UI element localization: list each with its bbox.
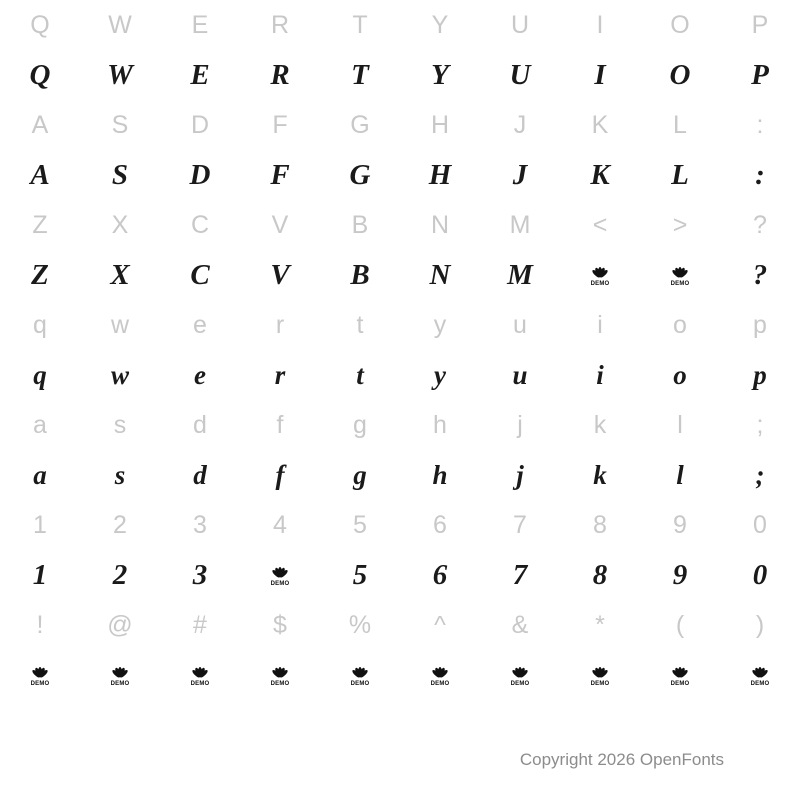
keyboard-row-asdf-lower bbox=[0, 400, 800, 450]
demo-watermark-glyph bbox=[720, 661, 800, 690]
demo-flower-icon: DEMO bbox=[109, 666, 131, 688]
demo-flower-icon: DEMO bbox=[589, 666, 611, 688]
key-glyph: ! bbox=[36, 610, 44, 639]
sample-glyph: 9 bbox=[672, 558, 688, 591]
sample-glyph: 5 bbox=[352, 558, 368, 591]
demo-flower-icon: DEMO bbox=[269, 666, 291, 688]
key-glyph: 2 bbox=[113, 510, 127, 539]
sample-glyph: C bbox=[190, 258, 210, 291]
demo-flower-icon: DEMO bbox=[429, 666, 451, 688]
key-glyph: D bbox=[190, 110, 210, 139]
key-glyph: s bbox=[113, 410, 127, 439]
key-glyph: e bbox=[193, 310, 207, 339]
sample-glyph: K bbox=[590, 158, 610, 191]
key-glyph: L bbox=[673, 110, 687, 139]
sample-glyph: k bbox=[593, 459, 607, 490]
demo-watermark-glyph bbox=[560, 661, 640, 690]
key-glyph: q bbox=[33, 310, 47, 339]
key-glyph: Q bbox=[30, 10, 50, 39]
key-glyph: 7 bbox=[513, 510, 527, 539]
demo-watermark-glyph bbox=[320, 661, 400, 690]
sample-glyph: Y bbox=[431, 58, 449, 91]
keyboard-row-qwerty-lower bbox=[0, 300, 800, 350]
sample-row-symbols bbox=[0, 650, 800, 700]
sample-glyph: J bbox=[512, 158, 528, 191]
demo-watermark-glyph bbox=[640, 661, 720, 690]
key-glyph: T bbox=[352, 10, 368, 39]
demo-watermark-glyph bbox=[640, 261, 720, 290]
key-glyph: ; bbox=[756, 410, 764, 439]
sample-glyph: I bbox=[594, 58, 606, 91]
sample-glyph: N bbox=[429, 258, 451, 291]
sample-glyph: E bbox=[190, 58, 210, 91]
key-glyph: ? bbox=[753, 210, 767, 239]
key-glyph: ^ bbox=[434, 610, 446, 639]
key-glyph: F bbox=[272, 110, 288, 139]
key-glyph: Z bbox=[32, 210, 48, 239]
key-glyph: f bbox=[276, 410, 284, 439]
key-glyph: V bbox=[271, 210, 289, 239]
demo-flower-icon: DEMO bbox=[269, 566, 291, 588]
sample-glyph: A bbox=[30, 158, 50, 191]
sample-glyph: V bbox=[270, 258, 290, 291]
key-glyph: p bbox=[753, 310, 767, 339]
sample-row-digits bbox=[0, 550, 800, 600]
sample-glyph: : bbox=[755, 158, 765, 191]
key-glyph: C bbox=[190, 210, 210, 239]
sample-glyph: r bbox=[274, 359, 286, 390]
demo-watermark-glyph bbox=[560, 261, 640, 290]
sample-glyph: D bbox=[189, 158, 211, 191]
keyboard-row-digits bbox=[0, 500, 800, 550]
key-glyph: W bbox=[108, 10, 132, 39]
key-glyph: J bbox=[513, 110, 527, 139]
key-glyph: 6 bbox=[433, 510, 447, 539]
sample-glyph: a bbox=[33, 459, 47, 490]
key-glyph: Y bbox=[431, 10, 449, 39]
key-glyph: d bbox=[193, 410, 207, 439]
key-glyph: H bbox=[430, 110, 450, 139]
key-glyph: U bbox=[510, 10, 530, 39]
key-glyph: B bbox=[351, 210, 369, 239]
sample-glyph: L bbox=[671, 158, 689, 191]
sample-glyph: t bbox=[356, 359, 364, 390]
demo-watermark-glyph bbox=[0, 661, 80, 690]
sample-glyph: Q bbox=[29, 58, 51, 91]
keyboard-row-asdf-upper bbox=[0, 100, 800, 150]
copyright-notice: Copyright 2026 OpenFonts bbox=[519, 750, 724, 769]
sample-glyph: d bbox=[193, 459, 207, 490]
sample-row-zxcv-upper bbox=[0, 250, 800, 300]
sample-glyph: e bbox=[194, 359, 206, 390]
key-glyph: N bbox=[430, 210, 450, 239]
key-glyph: ) bbox=[755, 610, 765, 639]
sample-glyph: l bbox=[676, 459, 684, 490]
sample-glyph: Z bbox=[31, 258, 49, 291]
key-glyph: h bbox=[433, 410, 447, 439]
key-glyph: a bbox=[33, 410, 47, 439]
sample-glyph: w bbox=[110, 359, 129, 390]
sample-row-asdf-upper bbox=[0, 150, 800, 200]
key-glyph: 0 bbox=[753, 510, 767, 539]
sample-glyph: 2 bbox=[112, 558, 128, 591]
demo-watermark-glyph bbox=[240, 561, 320, 590]
demo-flower-icon: DEMO bbox=[189, 666, 211, 688]
key-glyph: A bbox=[31, 110, 49, 139]
sample-glyph: H bbox=[428, 158, 452, 191]
demo-watermark-glyph bbox=[480, 661, 560, 690]
sample-glyph: 1 bbox=[32, 558, 48, 591]
sample-glyph: U bbox=[509, 58, 531, 91]
sample-glyph: 6 bbox=[432, 558, 448, 591]
key-glyph: # bbox=[193, 610, 207, 639]
sample-glyph: u bbox=[512, 359, 528, 390]
sample-glyph: W bbox=[107, 58, 133, 91]
key-glyph: $ bbox=[273, 610, 287, 639]
sample-glyph: B bbox=[350, 258, 370, 291]
sample-glyph: s bbox=[114, 459, 126, 490]
key-glyph: ( bbox=[675, 610, 685, 639]
key-glyph: M bbox=[509, 210, 531, 239]
demo-flower-icon: DEMO bbox=[749, 666, 771, 688]
sample-glyph: g bbox=[353, 459, 367, 490]
key-glyph: 1 bbox=[33, 510, 47, 539]
sample-glyph: 8 bbox=[592, 558, 608, 591]
sample-glyph: h bbox=[432, 459, 448, 490]
key-glyph: u bbox=[513, 310, 527, 339]
sample-glyph: f bbox=[275, 459, 285, 490]
sample-glyph: 3 bbox=[192, 558, 208, 591]
keyboard-row-symbols bbox=[0, 600, 800, 650]
demo-watermark-glyph bbox=[80, 661, 160, 690]
key-glyph: I bbox=[596, 10, 604, 39]
key-glyph: > bbox=[672, 210, 688, 239]
demo-flower-icon: DEMO bbox=[29, 666, 51, 688]
demo-watermark-glyph bbox=[240, 661, 320, 690]
sample-glyph: j bbox=[516, 459, 524, 490]
sample-glyph: S bbox=[111, 158, 129, 191]
key-glyph: @ bbox=[107, 610, 133, 639]
key-glyph: g bbox=[353, 410, 367, 439]
sample-glyph: T bbox=[351, 58, 369, 91]
sample-glyph: ? bbox=[752, 258, 768, 291]
demo-watermark-glyph bbox=[400, 661, 480, 690]
sample-row-asdf-lower bbox=[0, 450, 800, 500]
sample-row-qwerty-upper bbox=[0, 50, 800, 100]
key-glyph: & bbox=[511, 610, 529, 639]
key-glyph: 4 bbox=[273, 510, 287, 539]
key-glyph: S bbox=[111, 110, 129, 139]
demo-flower-icon: DEMO bbox=[349, 666, 371, 688]
key-glyph: w bbox=[110, 310, 130, 339]
key-glyph: K bbox=[591, 110, 609, 139]
demo-flower-icon: DEMO bbox=[509, 666, 531, 688]
demo-flower-icon: DEMO bbox=[669, 266, 691, 288]
key-glyph: 9 bbox=[673, 510, 687, 539]
key-glyph: G bbox=[350, 110, 370, 139]
sample-glyph: i bbox=[596, 359, 604, 390]
key-glyph: y bbox=[433, 310, 447, 339]
key-glyph: j bbox=[517, 410, 523, 439]
key-glyph: t bbox=[356, 310, 364, 339]
keyboard-row-zxcv-upper bbox=[0, 200, 800, 250]
key-glyph: X bbox=[111, 210, 129, 239]
key-glyph: i bbox=[597, 310, 603, 339]
sample-glyph: ; bbox=[755, 459, 765, 490]
key-glyph: O bbox=[670, 10, 690, 39]
sample-glyph: q bbox=[33, 359, 47, 390]
keyboard-row-qwerty-upper bbox=[0, 0, 800, 50]
sample-glyph: 7 bbox=[512, 558, 528, 591]
sample-glyph: y bbox=[434, 359, 446, 390]
sample-glyph: X bbox=[110, 258, 130, 291]
sample-glyph: 0 bbox=[752, 558, 768, 591]
key-glyph: E bbox=[191, 10, 209, 39]
demo-flower-icon: DEMO bbox=[589, 266, 611, 288]
key-glyph: r bbox=[275, 310, 285, 339]
key-glyph: 5 bbox=[353, 510, 367, 539]
sample-glyph: p bbox=[753, 359, 767, 390]
demo-flower-icon: DEMO bbox=[669, 666, 691, 688]
sample-glyph: o bbox=[673, 359, 687, 390]
demo-watermark-glyph bbox=[160, 661, 240, 690]
key-glyph: < bbox=[592, 210, 608, 239]
key-glyph: * bbox=[595, 610, 605, 639]
key-glyph: % bbox=[348, 610, 372, 639]
sample-glyph: G bbox=[349, 158, 371, 191]
key-glyph: : bbox=[756, 110, 764, 139]
sample-glyph: P bbox=[751, 58, 769, 91]
key-glyph: o bbox=[673, 310, 687, 339]
sample-row-qwerty-lower bbox=[0, 350, 800, 400]
sample-glyph: F bbox=[270, 158, 290, 191]
key-glyph: 3 bbox=[193, 510, 207, 539]
key-glyph: 8 bbox=[593, 510, 607, 539]
key-glyph: P bbox=[751, 10, 769, 39]
sample-glyph: R bbox=[270, 58, 290, 91]
sample-glyph: O bbox=[669, 58, 691, 91]
key-glyph: R bbox=[270, 10, 290, 39]
sample-glyph: M bbox=[507, 258, 533, 291]
key-glyph: l bbox=[677, 410, 683, 439]
key-glyph: k bbox=[593, 410, 607, 439]
